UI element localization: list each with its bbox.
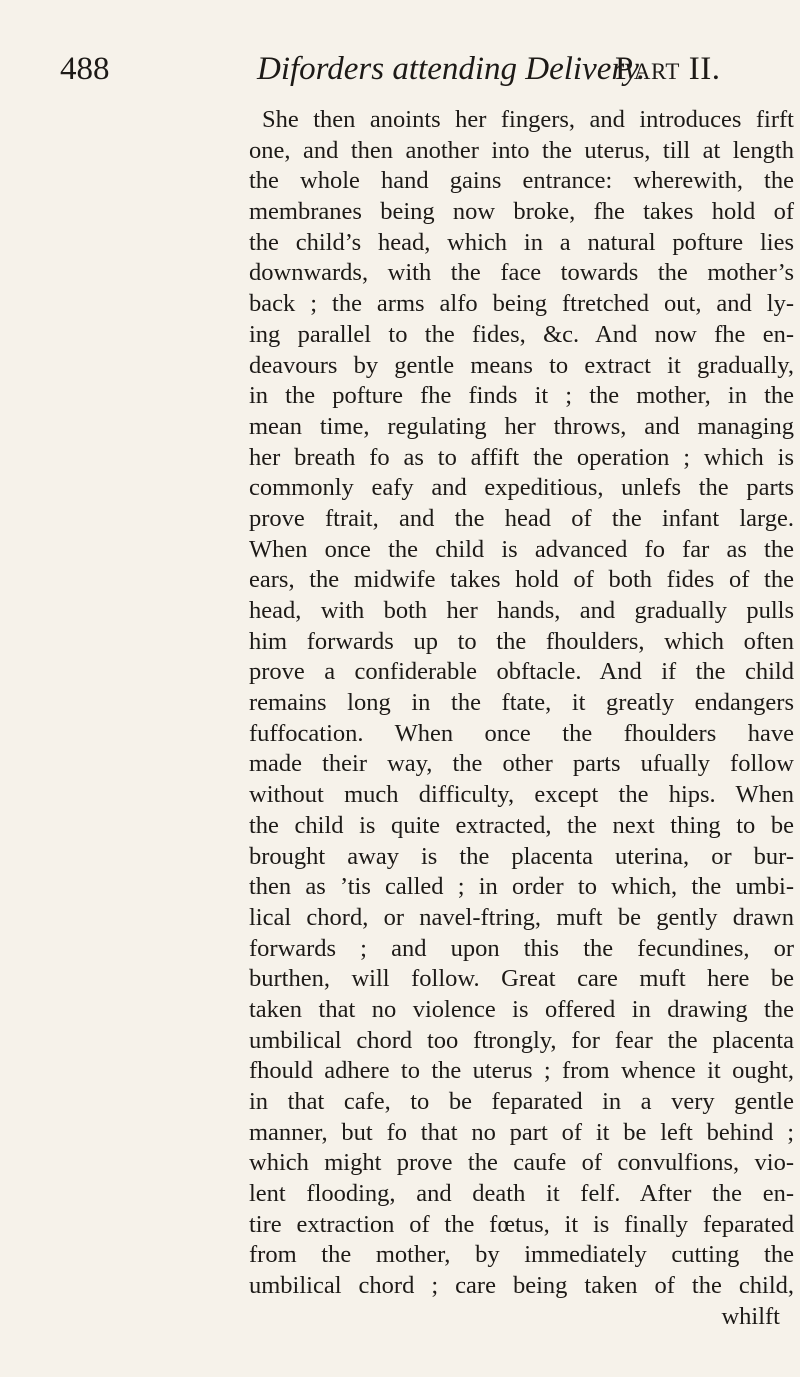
text-line: one, and then another into the uterus, till at length xyxy=(249,136,794,164)
text-line: commonly eafy and expeditious, unlefs the parts xyxy=(249,474,794,502)
text-line: deavours by gentle means to extract it gradually, xyxy=(249,351,794,379)
text-line: from the mother, by immediately cutting the xyxy=(249,1241,794,1269)
text-line: head, with both her hands, and gradually pulls xyxy=(249,597,794,624)
text-line: lent flooding, and death it felf. After the en- xyxy=(249,1180,794,1208)
body-text xyxy=(249,105,794,1333)
text-line: burthen, will follow. Great care muft here be xyxy=(249,965,794,993)
text-line: in that cafe, to be feparated in a very gentle xyxy=(249,1088,794,1115)
running-title: Diforders attending Delivery. xyxy=(257,51,646,87)
text-line: mean time, regulating her throws, and managing xyxy=(249,412,794,440)
text-line: in the pofture fhe finds it ; the mother, in the xyxy=(249,382,794,410)
text-line: membranes being now broke, fhe takes hold of xyxy=(249,198,794,226)
text-line: ing parallel to the fides, &c. And now fhe en- xyxy=(249,320,794,348)
text-line: umbilical chord ; care being taken of the child, xyxy=(249,1272,794,1300)
text-line: prove ftrait, and the head of the infant large. xyxy=(249,504,794,532)
catchword: whilft xyxy=(721,1302,780,1330)
text-line: which might prove the caufe of convulfions, vio- xyxy=(249,1149,794,1177)
part-label: Part II. xyxy=(615,51,721,87)
text-line: tire extraction of the fœtus, it is finally feparated xyxy=(249,1210,794,1238)
text-line: fhould adhere to the uterus ; from whence it ought, xyxy=(249,1057,794,1085)
text-line: lical chord, or navel-ftring, muft be gently drawn xyxy=(249,903,794,931)
text-line: prove a confiderable obftacle. And if the child xyxy=(249,658,794,686)
text-line: brought away is the placenta uterina, or bur- xyxy=(249,842,794,870)
text-line: fuffocation. When once the fhoulders have xyxy=(249,719,794,747)
text-line: umbilical chord too ftrongly, for fear the placenta xyxy=(249,1026,794,1054)
text-line: the child is quite extracted, the next thing to be xyxy=(249,811,794,839)
text-line: back ; the arms alfo being ftretched out, and ly- xyxy=(249,290,794,318)
text-line: the child’s head, which in a natural pofture lies xyxy=(249,228,794,256)
text-line: When once the child is advanced fo far as the xyxy=(249,535,794,563)
text-line: the whole hand gains entrance: wherewith, the xyxy=(249,167,794,195)
text-line: her breath fo as to affift the operation ; which is xyxy=(249,443,794,471)
text-line: made their way, the other parts ufually follow xyxy=(249,750,794,778)
text-line: manner, but fo that no part of it be left behind ; xyxy=(249,1118,794,1146)
text-line: taken that no violence is offered in drawing the xyxy=(249,995,794,1023)
text-line: then as ’tis called ; in order to which, the umbi- xyxy=(249,873,794,901)
text-line: remains long in the ftate, it greatly endangers xyxy=(249,689,794,717)
text-line: without much difficulty, except the hips. When xyxy=(249,781,794,809)
running-header xyxy=(0,44,800,94)
text-line: forwards ; and upon this the fecundines, or xyxy=(249,934,794,962)
text-line: She then anoints her fingers, and introduces firft xyxy=(262,106,794,133)
text-line: downwards, with the face towards the mother’s xyxy=(249,259,794,287)
page-number: 488 xyxy=(60,51,110,87)
text-line: ears, the midwife takes hold of both fides of the xyxy=(249,566,794,594)
text-line: him forwards up to the fhoulders, which often xyxy=(249,627,794,655)
